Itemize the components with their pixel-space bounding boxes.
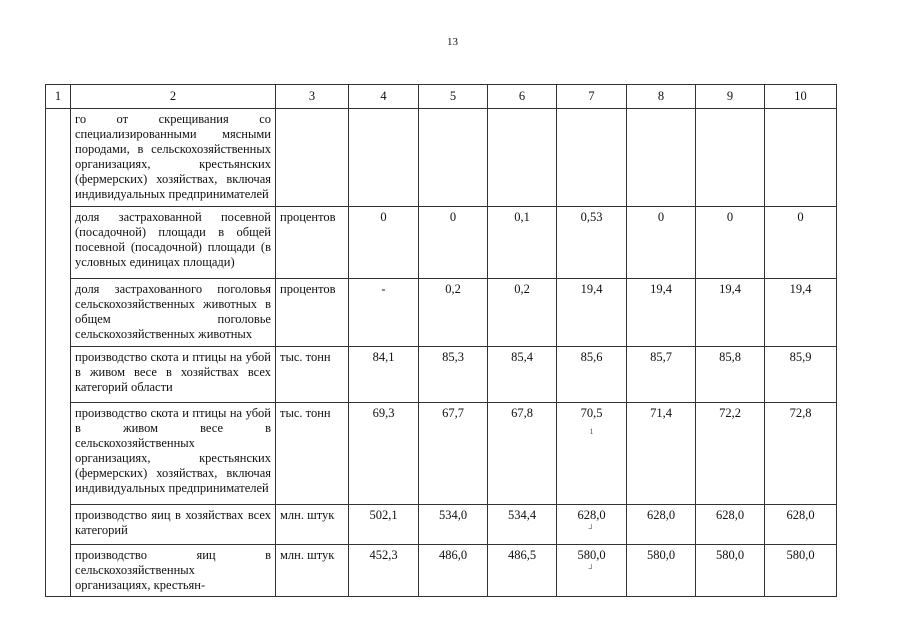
value-cell: 85,7: [627, 347, 696, 403]
unit-cell: процентов: [276, 279, 349, 347]
value-cell: 0: [419, 207, 488, 279]
value-cell: 72,2: [696, 403, 765, 505]
value-cell: [488, 109, 557, 207]
header-cell: 2: [71, 85, 276, 109]
unit-cell: тыс. тонн: [276, 347, 349, 403]
cell-value: 70,5: [580, 406, 603, 420]
indicator-name: доля застрахованной посевной (посадочной) площади в общей посевной (посадочной) площади (в условных единицах площади): [71, 207, 276, 279]
value-cell: 0,2: [419, 279, 488, 347]
value-cell: 0: [349, 207, 419, 279]
value-cell: 85,9: [765, 347, 837, 403]
value-cell: 85,4: [488, 347, 557, 403]
indicators-table: [45, 84, 837, 597]
header-cell: 3: [276, 85, 349, 109]
header-cell: 8: [627, 85, 696, 109]
value-cell: 534,0: [419, 505, 488, 545]
value-cell: 0,53: [557, 207, 627, 279]
cell-value: 580,0: [577, 548, 606, 562]
handwritten-mark: ┘: [588, 564, 595, 573]
value-cell: 534,4: [488, 505, 557, 545]
value-cell: 71,4: [627, 403, 696, 505]
value-cell: 72,8: [765, 403, 837, 505]
value-cell: 85,3: [419, 347, 488, 403]
indicator-name: производство скота и птицы на убой в живом весе в сельскохозяйственных организациях, крестьянских (фермерских) хозяйствах, включая индивидуальных предпринимателей: [71, 403, 276, 505]
table-row: [46, 505, 837, 545]
unit-cell: тыс. тонн: [276, 403, 349, 505]
header-cell: 9: [696, 85, 765, 109]
value-cell: 0: [696, 207, 765, 279]
value-cell: 0: [627, 207, 696, 279]
indicator-name: производство яиц в хозяйствах всех категорий: [71, 505, 276, 545]
value-cell: [419, 109, 488, 207]
value-cell: [557, 403, 627, 505]
value-cell: 486,5: [488, 545, 557, 597]
index-cell: [46, 109, 71, 597]
unit-cell: процентов: [276, 207, 349, 279]
header-cell: 6: [488, 85, 557, 109]
table-row: [46, 545, 837, 597]
value-cell: 67,8: [488, 403, 557, 505]
value-cell: [627, 109, 696, 207]
handwritten-mark: ┘: [588, 524, 595, 533]
cell-value: 628,0: [577, 508, 606, 522]
unit-cell: [276, 109, 349, 207]
unit-cell: млн. штук: [276, 545, 349, 597]
header-row: [46, 85, 837, 109]
indicator-name: производство скота и птицы на убой в живом весе в хозяйствах всех категорий области: [71, 347, 276, 403]
value-cell: 19,4: [627, 279, 696, 347]
header-cell: 5: [419, 85, 488, 109]
value-cell: 0,1: [488, 207, 557, 279]
value-cell: [557, 109, 627, 207]
value-cell: 19,4: [557, 279, 627, 347]
page-number: 13: [447, 36, 458, 48]
value-cell: 85,8: [696, 347, 765, 403]
value-cell: 628,0: [765, 505, 837, 545]
value-cell: [349, 109, 419, 207]
value-cell: 580,0: [765, 545, 837, 597]
value-cell: [696, 109, 765, 207]
table-row: [46, 109, 837, 207]
table-row: [46, 403, 837, 505]
value-cell: [557, 545, 627, 597]
value-cell: 628,0: [627, 505, 696, 545]
value-cell: 0,2: [488, 279, 557, 347]
value-cell: 19,4: [696, 279, 765, 347]
unit-cell: млн. штук: [276, 505, 349, 545]
header-cell: 1: [46, 85, 71, 109]
value-cell: 19,4: [765, 279, 837, 347]
value-cell: 486,0: [419, 545, 488, 597]
table-row: [46, 347, 837, 403]
table-row: [46, 207, 837, 279]
value-cell: -: [349, 279, 419, 347]
value-cell: 580,0: [696, 545, 765, 597]
table-row: [46, 279, 837, 347]
value-cell: 452,3: [349, 545, 419, 597]
indicator-name: доля застрахованного поголовья сельскохозяйственных животных в общем поголовье сельскохозяйственных животных: [71, 279, 276, 347]
indicator-name: го от скрещивания со специализированными мясными породами, в сельскохозяйственных организациях, крестьянских (фермерских) хозяйствах, включая индивидуальных предпринимателей: [71, 109, 276, 207]
value-cell: [557, 505, 627, 545]
value-cell: 69,3: [349, 403, 419, 505]
value-cell: 85,6: [557, 347, 627, 403]
value-cell: 580,0: [627, 545, 696, 597]
header-cell: 10: [765, 85, 837, 109]
handwritten-mark: 1: [589, 427, 594, 436]
value-cell: 67,7: [419, 403, 488, 505]
value-cell: 0: [765, 207, 837, 279]
value-cell: 628,0: [696, 505, 765, 545]
value-cell: 84,1: [349, 347, 419, 403]
header-cell: 4: [349, 85, 419, 109]
indicator-name: производство яиц в сельскохозяйственных организациях, крестьян-: [71, 545, 276, 597]
value-cell: 502,1: [349, 505, 419, 545]
value-cell: [765, 109, 837, 207]
header-cell: 7: [557, 85, 627, 109]
